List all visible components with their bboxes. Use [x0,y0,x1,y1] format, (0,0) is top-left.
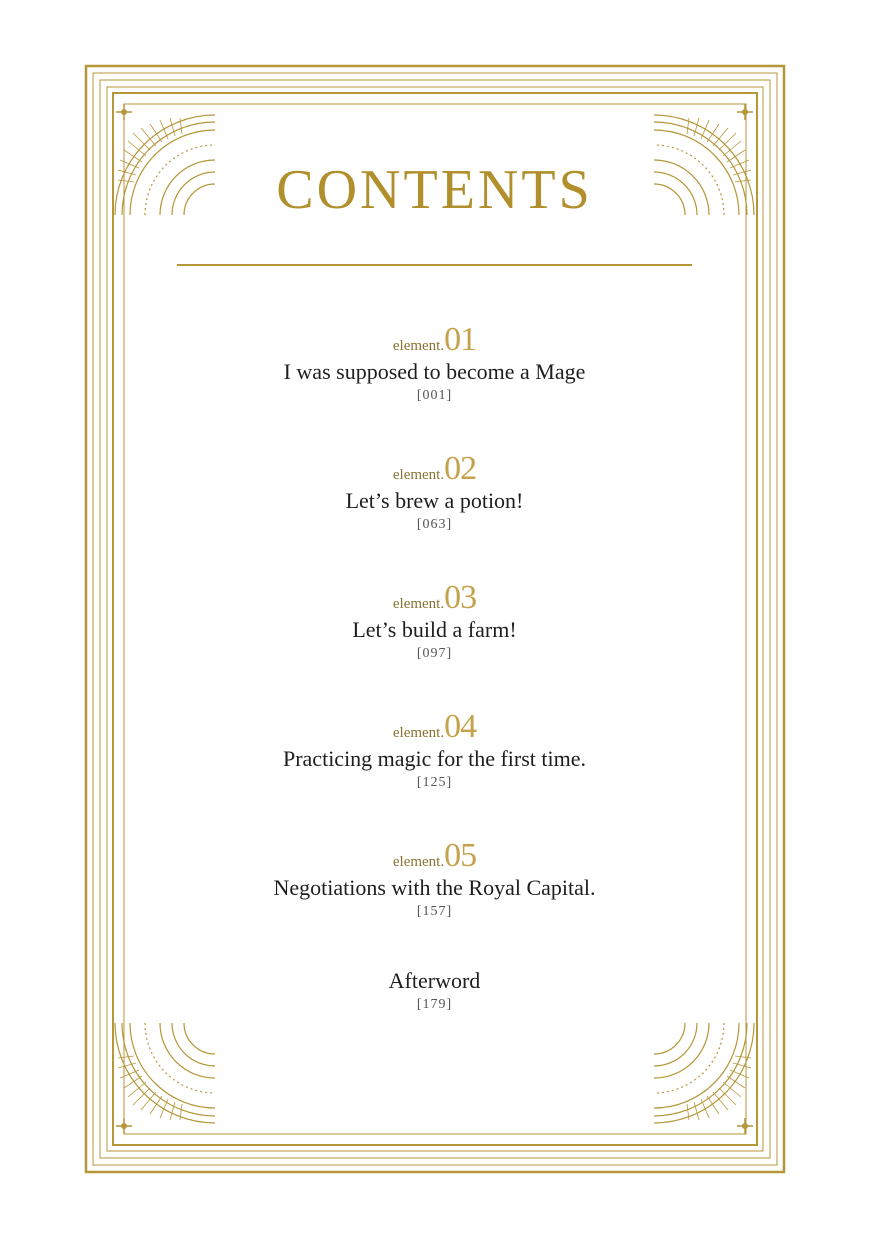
chapter-title: Let’s build a farm! [352,617,517,642]
element-number: 04 [444,708,477,745]
page-number: [001] [416,388,453,403]
toc-entry-4[interactable] [0,709,869,793]
element-word: element. [392,854,445,870]
element-word: element. [392,596,445,612]
chapter-title: Practicing magic for the first time. [282,746,586,771]
chapter-title: Negotiations with the Royal Capital. [273,875,596,900]
element-number: 05 [444,837,477,874]
chapter-title: I was supposed to become a Mage [283,359,586,384]
element-word: element. [392,725,445,741]
element-tag [0,322,869,358]
chapter-title: Let’s brew a potion! [345,488,524,513]
element-number: 03 [444,579,477,616]
element-tag [0,580,869,616]
toc-entry-2[interactable] [0,451,869,535]
page-title: CONTENTS [276,159,593,221]
element-word: element. [392,467,445,483]
afterword-title: Afterword [388,968,481,993]
element-tag [0,838,869,874]
element-tag [0,709,869,745]
toc-entry-3[interactable] [0,580,869,664]
element-tag [0,451,869,487]
title-divider [177,264,692,266]
toc-entry-afterword[interactable] [0,967,869,1015]
element-number: 02 [444,450,477,487]
page-number: [125] [416,775,453,790]
page-number: [179] [416,997,453,1012]
element-number: 01 [444,321,477,358]
toc-entry-5[interactable] [0,838,869,922]
page-number: [063] [416,517,453,532]
page-number: [157] [416,904,453,919]
page-number: [097] [416,646,453,661]
toc-entry-1[interactable] [0,322,869,406]
element-word: element. [392,338,445,354]
